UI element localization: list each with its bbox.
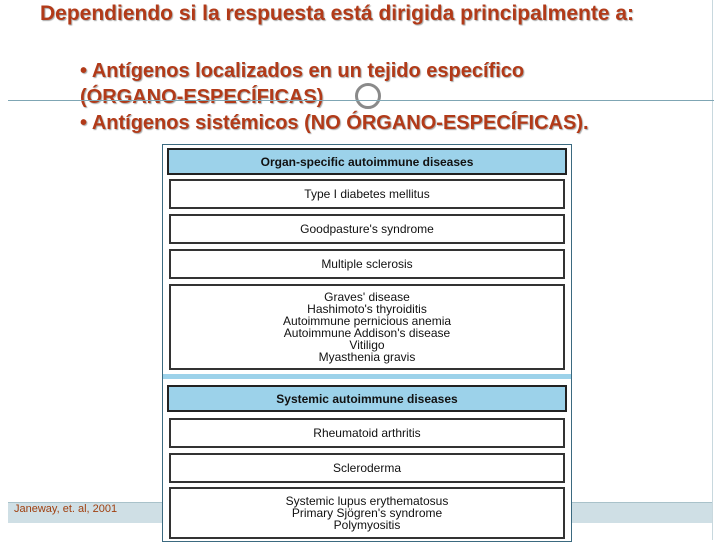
disease-name: Systemic lupus erythematosus xyxy=(285,494,449,508)
disease-name: Primary Sjögren's syndrome xyxy=(291,506,443,520)
disease-name: Scleroderma xyxy=(332,461,402,475)
disease-name: Autoimmune pernicious anemia xyxy=(282,314,452,328)
bullet-organ-specific-continuation: (ÓRGANO-ESPECÍFICAS) xyxy=(80,86,324,108)
disease-name: Graves' disease xyxy=(324,290,410,304)
disease-name: Type I diabetes mellitus xyxy=(304,187,430,201)
source-credit: Janeway, et. al, 2001 xyxy=(14,503,118,515)
bullet-organ-specific: • Antígenos localizados en un tejido específico xyxy=(80,60,525,82)
disease-box xyxy=(169,453,565,483)
section-divider xyxy=(163,374,571,379)
bullet-systemic: • Antígenos sistémicos (NO ÓRGANO-ESPECÍFICAS). xyxy=(80,112,589,134)
bullet-list xyxy=(80,58,710,136)
autoimmune-disease-figure xyxy=(162,144,572,542)
slide-right-rule xyxy=(712,0,713,540)
organ-specific-header: Organ-specific autoimmune diseases xyxy=(167,148,567,175)
systemic-header: Systemic autoimmune diseases xyxy=(167,385,567,412)
disease-name: Hashimoto's thyroiditis xyxy=(307,302,427,316)
circle-annotation xyxy=(355,83,381,109)
disease-box xyxy=(169,179,565,209)
disease-name: Goodpasture's syndrome xyxy=(300,222,434,236)
disease-box xyxy=(169,249,565,279)
disease-box xyxy=(169,284,565,370)
disease-name: Rheumatoid arthritis xyxy=(313,426,421,440)
disease-name: Autoimmune Addison's disease xyxy=(283,326,451,340)
disease-box xyxy=(169,418,565,448)
slide-heading: Dependiendo si la respuesta está dirigida principalmente a: xyxy=(40,2,634,25)
disease-name: Vitiligo xyxy=(349,338,385,352)
disease-name: Polymyositis xyxy=(333,518,401,532)
disease-box xyxy=(169,214,565,244)
disease-name: Multiple sclerosis xyxy=(321,257,413,271)
slide-outline-line xyxy=(8,100,714,101)
disease-box xyxy=(169,487,565,539)
disease-name: Myasthenia gravis xyxy=(318,350,416,364)
